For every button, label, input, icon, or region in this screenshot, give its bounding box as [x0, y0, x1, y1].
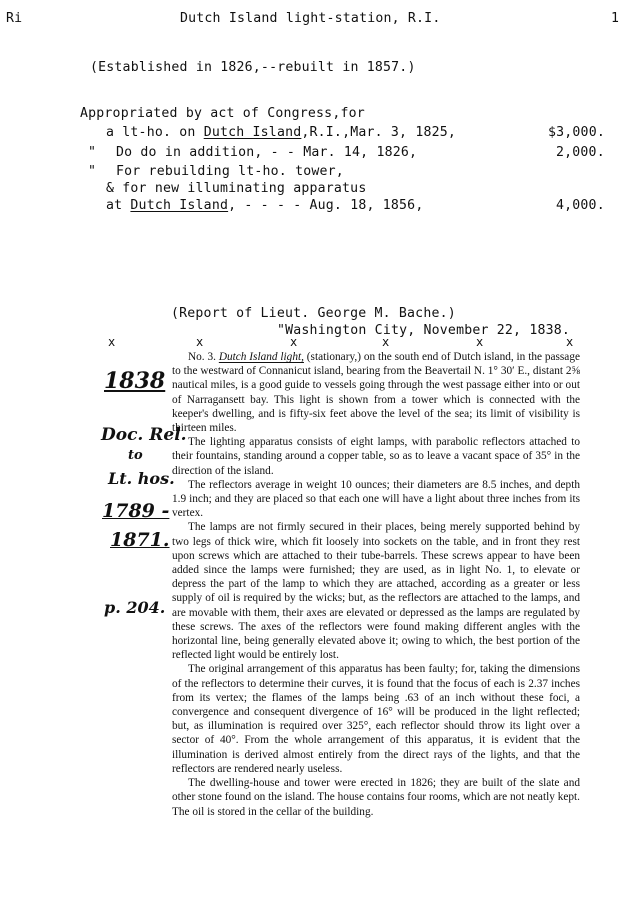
page-reference: Ri	[6, 11, 23, 26]
appropriation-line-3: For rebuilding lt-ho. tower,	[116, 164, 344, 179]
paragraph: The dwelling-house and tower were erected in 1826; they are built of the slate and other stone found on the island. The house contains four rooms, which are not neatly kept. The oil is stored in the cellar of the building.	[172, 777, 580, 818]
margin-doc-line-1: Doc. Rel.	[101, 425, 187, 445]
margin-year: 1838	[104, 368, 166, 394]
ditto-mark-2: "	[88, 164, 97, 179]
paragraph: The lamps are not firmly secured in their places, being merely supported behind by two legs of thick wire, which fit loosely into sockets on the table, and in front they rest upon screws which are attached to their tube-barrels. These screws appear to have been added since the lamps were furnished; they are used, as in light No. 1, to elevate or depress the part of the lamp to which they are attached, according as a greater or less supply of oil is required by the wicks; but, as the reflectors are attached to the lamps, and are movable with them, their axes are elevated or depressed as the lamps are regulated by these screws. The axes of the reflectors were found making different angles with the horizontal line, being generally elevated above it; owing to which, the best portion of the reflected light would be entirely lost.	[172, 521, 580, 662]
line5-prefix: at	[106, 198, 131, 213]
appropriations-intro: Appropriated by act of Congress,for	[80, 106, 365, 121]
appropriation-line-5	[106, 199, 423, 212]
x-mark: x	[108, 335, 116, 349]
light-number: No. 3.	[188, 351, 219, 363]
appropriation-line-1	[106, 126, 456, 139]
line1-prefix: a lt-ho. on	[106, 125, 204, 140]
line1-place: Dutch Island	[203, 125, 302, 140]
paragraph: The lighting apparatus consists of eight lamps, with parabolic reflectors attached to their fountains, standing around a copper table, so as to leave a vacant space of 35° in the direction of the island.	[172, 436, 580, 477]
paragraph: The original arrangement of this apparatus has been faulty; for, taking the dimensions of the reflectors to determine their curves, it is found that the focus of each is 2.37 inches from its vertex; the flames of the lamps being .63 of an inch without these foci, a convergence and consequent divergence of 16° will be produced in the light reflected; but, as illumination is required over 325°, each reflector should throw its light over a sector of 40°. From the whole arrangement of this apparatus, it is evident that the illumination is derived almost entirely from the direct rays of the lights, and that the reflectors are rendered nearly useless.	[172, 663, 580, 775]
margin-range-end: 1871.	[110, 529, 170, 551]
established-note: (Established in 1826,--rebuilt in 1857.)	[90, 60, 416, 75]
page-title: Dutch Island light-station, R.I.	[180, 11, 441, 26]
appropriation-amount-1: $3,000.	[548, 125, 605, 140]
margin-range-start: 1789 -	[102, 500, 170, 522]
x-mark: x	[566, 335, 574, 349]
appropriation-line-2: Do do in addition, - - Mar. 14, 1826,	[116, 145, 418, 160]
x-mark: x	[290, 335, 298, 349]
x-mark: x	[476, 335, 484, 349]
x-mark: x	[382, 335, 390, 349]
margin-doc-line-3: Lt. hos.	[108, 469, 175, 488]
paragraph-text: (stationary,) on the south end of Dutch island, in the passage to the westward of Connanicut island, bearing from the Beavertail N. 1° 30′ E., distant 2⅝ nautical miles, is a good guide to vessels going through the west passage either into or out of Narragansett bay. This light is shown from a tower which is connected with the keeper's dwelling, and is fifty-six feet above the level of the sea; its limit of visibility is thirteen miles.	[172, 351, 580, 435]
appropriation-amount-3: 4,000.	[556, 198, 605, 213]
appropriation-amount-2: 2,000.	[556, 145, 605, 160]
line1-date: ,R.I.,Mar. 3, 1825,	[301, 125, 457, 140]
report-body	[172, 350, 580, 819]
report-dateline: "Washington City, November 22, 1838.	[277, 323, 571, 338]
x-mark: x	[196, 335, 204, 349]
ditto-mark-1: "	[88, 145, 97, 160]
margin-doc-line-2: to	[128, 448, 143, 463]
page-number: 1	[611, 11, 620, 26]
line5-place: Dutch Island	[130, 198, 229, 213]
appropriation-line-4: & for new illuminating apparatus	[106, 181, 367, 196]
margin-page-reference: p. 204.	[104, 598, 166, 617]
report-heading: (Report of Lieut. George M. Bache.)	[171, 306, 456, 321]
paragraph	[172, 350, 580, 435]
light-name: Dutch Island light,	[218, 351, 304, 363]
paragraph: The reflectors average in weight 10 ounces; their diameters are 8.5 inches, and depth 1.9 inch; and they are placed so that each one will have a light about three inches from its vertex.	[172, 478, 580, 520]
line5-date: , - - - - Aug. 18, 1856,	[228, 198, 424, 213]
